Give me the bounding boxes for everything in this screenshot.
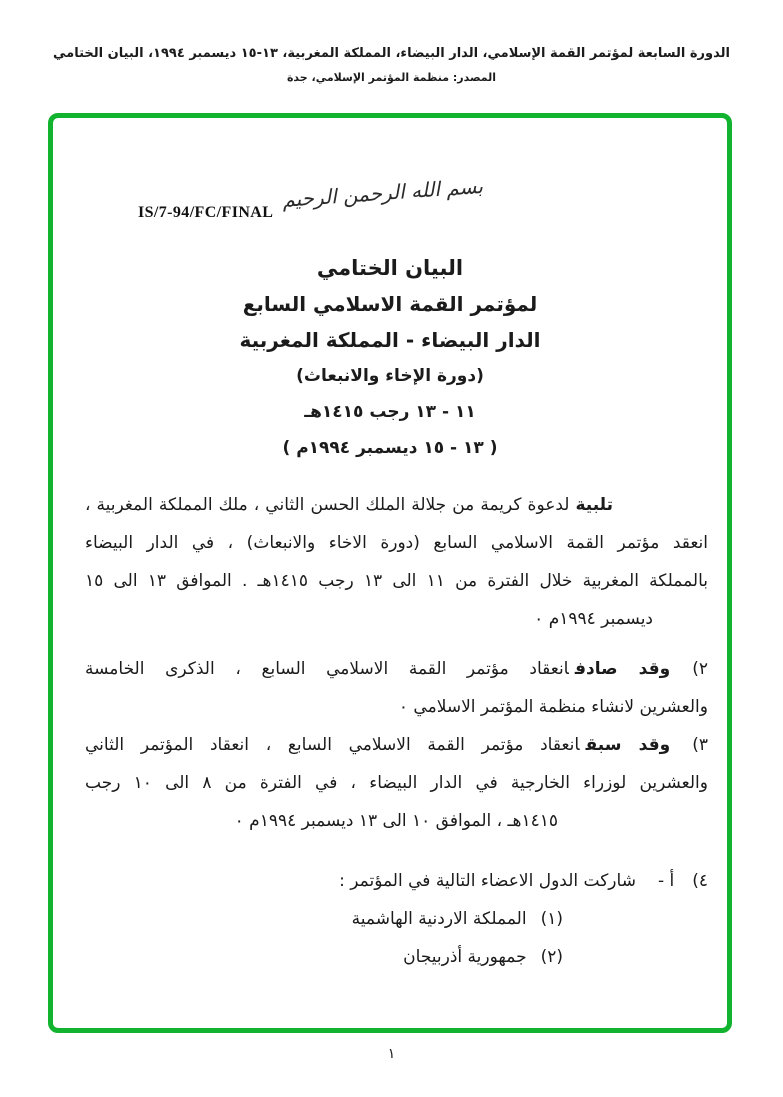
paragraph-1-line-3: بالمملكة المغربية خلال الفترة من ١١ الى ١٣ رجب ١٤١٥هـ . الموافق ١٣ الى ١٥ [85, 571, 709, 591]
member-state-1-name: المملكة الاردنية الهاشمية [351, 909, 527, 929]
paragraph-3 [85, 726, 708, 840]
document-body [85, 486, 708, 976]
title-line-6: ( ١٣ - ١٥ ديسمبر ١٩٩٤م ) [282, 438, 498, 458]
paragraph-1-line-1-text: لدعوة كريمة من جلالة الملك الحسن الثاني ، ملك المملكة المغربية ، [85, 495, 570, 515]
member-state-1-number: (١) [540, 909, 563, 929]
paragraph-2 [85, 650, 708, 726]
member-state-2-name: جمهورية أذربيجان [403, 947, 527, 967]
item-4-number: ٤) [692, 871, 708, 891]
page-number: ١ [387, 1046, 396, 1062]
paragraph-3-lead-words: وقد سبق [585, 735, 671, 755]
paragraph-1-line-2: انعقد مؤتمر القمة الاسلامي السابع (دورة الاخاء والانبعاث) ، في الدار البيضاء [85, 533, 708, 553]
title-line-2: لمؤتمر القمة الاسلامي السابع [242, 292, 538, 316]
paragraph-3-line-1-text: انعقاد مؤتمر القمة الاسلامي السابع ، انعقاد المؤتمر الثاني [85, 735, 580, 755]
title-line-3: الدار البيضاء - المملكة المغربية [239, 328, 541, 352]
title-line-1: البيان الختامي [316, 256, 464, 280]
item-4-letter: أ - [657, 871, 675, 891]
member-state-item-1 [85, 900, 563, 938]
document-title-block [53, 250, 727, 466]
member-state-2-number: (٢) [540, 947, 563, 967]
page-header [0, 46, 783, 84]
paragraph-3-line-2: والعشرين لوزراء الخارجية في الدار البيضاء ، في الفترة من ٨ الى ١٠ رجب [85, 773, 708, 793]
paragraph-3-number: ٣) [692, 735, 708, 755]
paragraph-2-lead-words: وقد صادف [574, 659, 671, 679]
paragraph-1 [85, 486, 708, 638]
header-source-line: المصدر: منظمة المؤتمر الإسلامي، جدة [286, 71, 497, 84]
paragraph-1-line-4: ديسمبر ١٩٩٤م ٠ [534, 609, 653, 629]
paragraph-2-line-2: والعشرين لانشاء منظمة المؤتمر الاسلامي ٠ [398, 697, 708, 717]
header-title-line: الدورة السابعة لمؤتمر القمة الإسلامي، الدار البيضاء، المملكة المغربية، ١٣-١٥ ديسمبر ١٩٩٤، البيان الختامي [53, 46, 730, 61]
basmala-calligraphy: بسم الله الرحمن الرحيم [281, 173, 484, 212]
title-line-5: ١١ - ١٣ رجب ١٤١٥هـ [304, 402, 476, 422]
paragraph-2-line-1 [85, 650, 708, 688]
title-line-4: (دورة الإخاء والانبعاث) [296, 366, 484, 386]
paragraph-3-line-3: ١٤١٥هـ ، الموافق ١٠ الى ١٣ ديسمبر ١٩٩٤م ٠ [234, 811, 558, 831]
item-4-heading [85, 862, 708, 900]
item-4-text: شاركت الدول الاعضاء التالية في المؤتمر : [339, 871, 636, 891]
paragraph-3-line-1 [85, 726, 708, 764]
paragraph-2-line-1-text: انعقاد مؤتمر القمة الاسلامي السابع ، الذكرى الخامسة [85, 659, 569, 679]
member-state-item-2 [85, 938, 563, 976]
document-reference-code: IS/7-94/FC/FINAL [138, 204, 274, 221]
paragraph-1-line-1 [85, 486, 708, 524]
paragraph-2-number: ٢) [692, 659, 708, 679]
paragraph-1-lead-word: تلبية [575, 495, 613, 515]
